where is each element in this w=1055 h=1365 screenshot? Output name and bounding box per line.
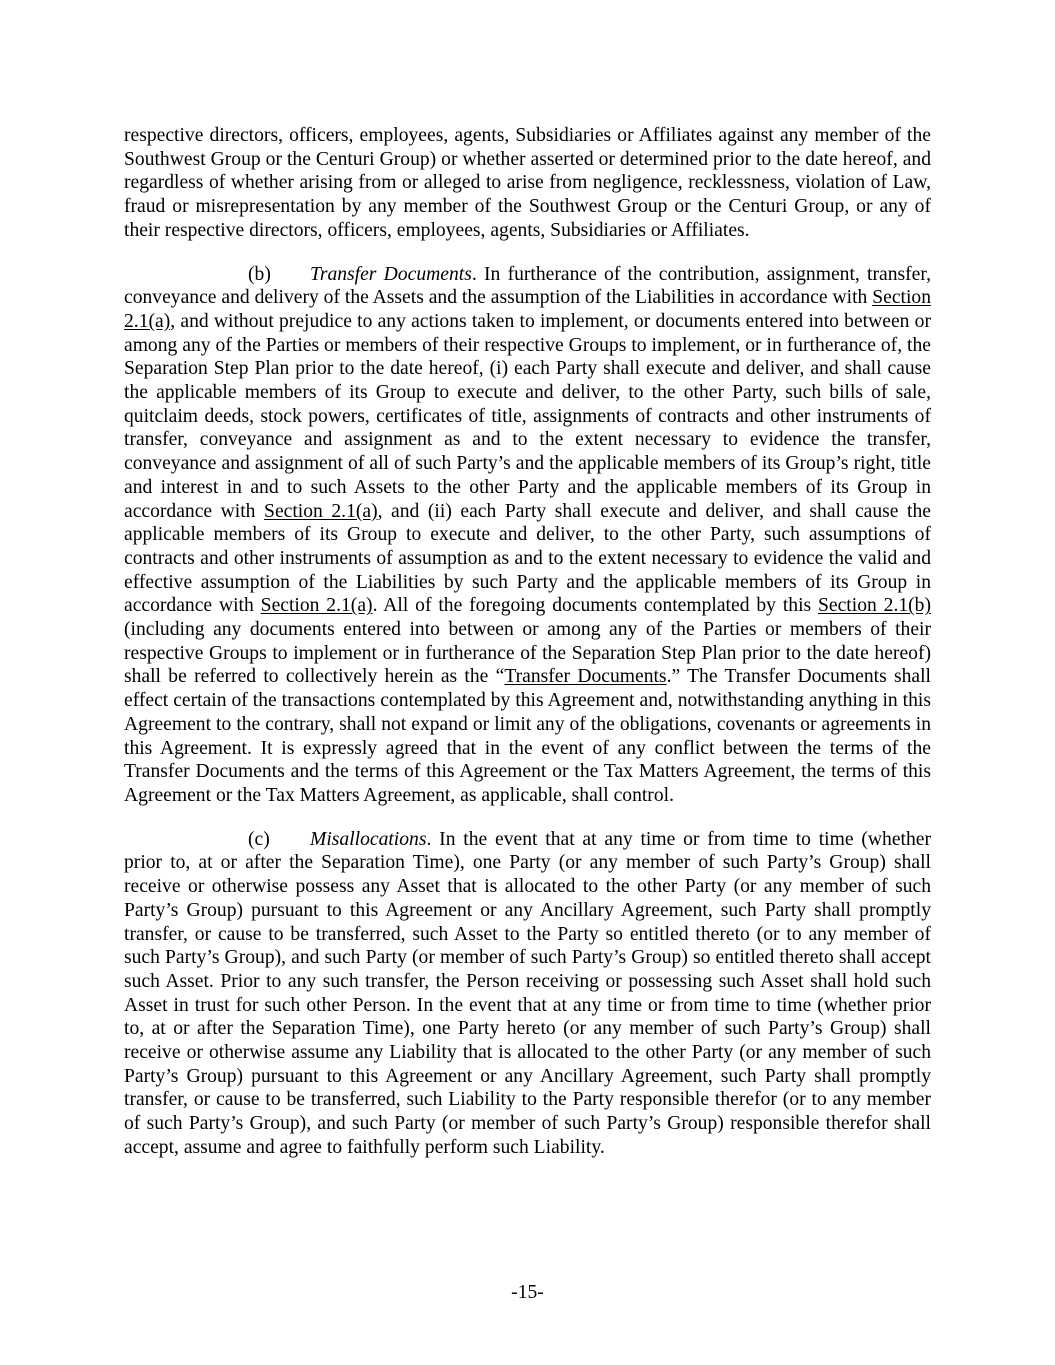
paragraph-b-text-5: (including any documents entered into between or among any of the Parties or members of their respective Groups to implement or in furtherance of the Separation Step Plan prior to the date hereof) shall be referred to collectively herein as the “	[124, 619, 931, 688]
paragraph-b-text-3: , and (ii) each Party shall execute and deliver, and shall cause the applicable members of its Group to execute and deliver, to the other Party, such assumptions of contracts and other instruments of assumption as and to the extent necessary to evidence the valid and effective assumption of the Liabilities by such Party and the applicable members of its Group in accordance with	[124, 500, 931, 617]
paragraph-c	[124, 828, 931, 1160]
paragraph-b	[124, 263, 931, 808]
paragraph-b-text-2: , and without prejudice to any actions taken to implement, or documents entered into between or among any of the Parties or members of their respective Groups to implement, or in furtherance of, the Separation Step Plan prior to the date hereof, (i) each Party shall execute and deliver, and shall cause the applicable members of its Group to execute and deliver, to the other Party, such bills of sale, quitclaim deeds, stock powers, certificates of title, assignments of contracts and other instruments of transfer, conveyance and assignment as and to the extent necessary to evidence the transfer, conveyance and assignment of all of such Party’s and the applicable members of its Group’s right, title and interest in and to such Assets to the other Party and the applicable members of its Group in accordance with	[124, 310, 931, 522]
section-reference: Section 2.1(a)	[260, 595, 373, 617]
section-reference: Section 2.1(b)	[818, 595, 931, 617]
paragraph-a-text: respective directors, officers, employees, agents, Subsidiaries or Affiliates against any member of the Southwest Group or the Centuri Group) or whether asserted or determined prior to the date hereof, and regardless of whether arising from or alleged to arise from negligence, recklessness, violation of Law, fraud or misrepresentation by any member of the Southwest Group or the Centuri Group, or any of their respective directors, officers, employees, agents, Subsidiaries or Affiliates.	[124, 125, 931, 241]
page-number: -15-	[511, 1282, 544, 1303]
paragraph-b-text-4: . All of the foregoing documents contemplated by this	[372, 595, 819, 617]
paragraph-b-text-1: . In furtherance of the contribution, assignment, transfer, conveyance and delivery of the Assets and the assumption of the Liabilities in accordance with	[124, 263, 931, 309]
paragraph-a-continuation	[124, 124, 931, 243]
defined-term: Transfer Documents	[504, 666, 667, 688]
document-page	[124, 124, 931, 1180]
paragraph-c-text: . In the event that at any time or from time to time (whether prior to, at or after the Separation Time), one Party (or any member of such Party’s Group) shall receive or otherwise possess any Asset that is allocated to the other Party (or any member of such Party’s Group) pursuant to this Agreement or any Ancillary Agreement, such Party shall promptly transfer, or cause to be transferred, such Asset to the Party so entitled thereto (or to any member of such Party’s Group), and such Party (or member of such Party’s Group) so entitled thereto shall accept such Asset. Prior to any such transfer, the Person receiving or possessing such Asset shall hold such Asset in trust for such other Person. In the event that at any time or from time to time (whether prior to, at or after the Separation Time), one Party hereto (or any member of such Party’s Group) shall receive or otherwise assume any Liability that is allocated to the other Party (or any member of such Party’s Group) pursuant to this Agreement or any Ancillary Agreement, such Party shall promptly transfer, or cause to be transferred, such Liability to the Party responsible therefor (or to any member of such Party’s Group), and such Party (or member of such Party’s Group) responsible therefor shall accept, assume and agree to faithfully perform such Liability.	[124, 828, 931, 1158]
paragraph-b-marker: (b)	[248, 263, 271, 285]
paragraph-b-text-6: .” The Transfer Documents shall effect certain of the transactions contemplated by this Agreement and, notwithstanding anything in this Agreement to the contrary, shall not expand or limit any of the obligations, covenants or agreements in this Agreement. It is expressly agreed that in the event of any conflict between the terms of the Transfer Documents and the terms of this Agreement or the Tax Matters Agreement, the terms of this Agreement or the Tax Matters Agreement, as applicable, shall control.	[124, 666, 931, 806]
paragraph-c-marker: (c)	[248, 828, 270, 850]
section-reference: Section 2.1(a)	[264, 500, 378, 522]
section-reference: Section 2.1(a)	[124, 287, 931, 332]
paragraph-c-heading: Misallocations	[310, 828, 427, 850]
paragraph-b-heading: Transfer Documents	[310, 263, 472, 285]
